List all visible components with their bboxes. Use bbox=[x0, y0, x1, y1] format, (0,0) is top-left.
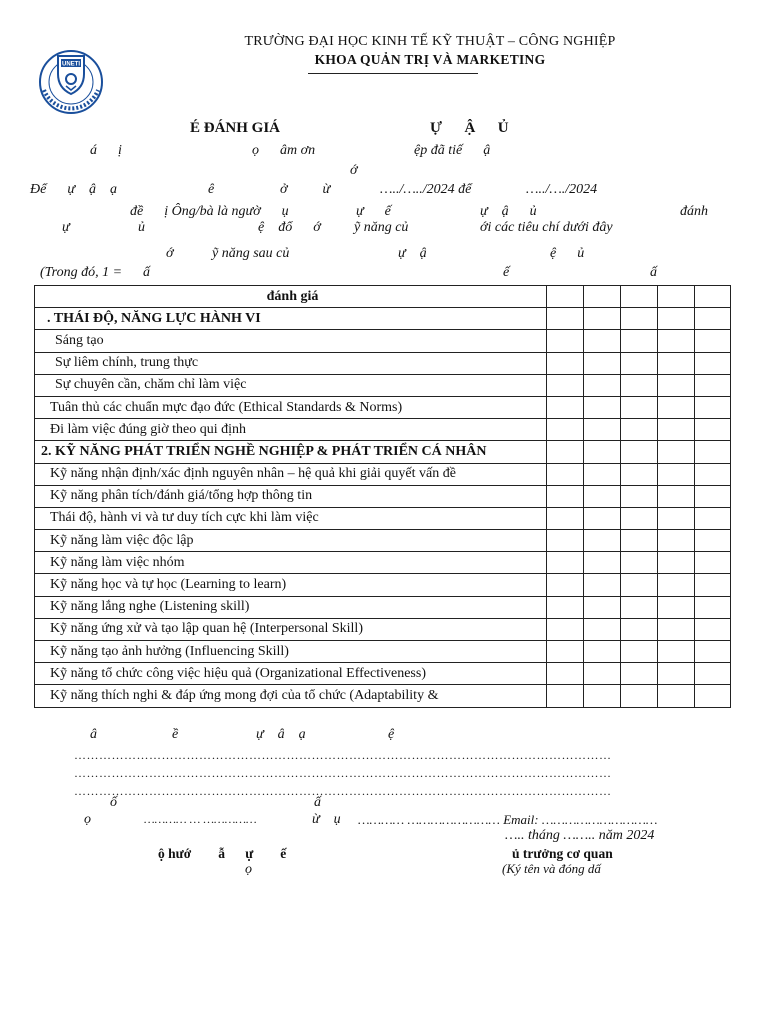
score-cell[interactable] bbox=[584, 330, 621, 352]
score-cell[interactable] bbox=[584, 463, 621, 485]
score-cell[interactable] bbox=[621, 352, 658, 374]
criteria-label: Kỹ năng tạo ảnh hưởng (Influencing Skill) bbox=[35, 641, 547, 663]
score-cell[interactable] bbox=[658, 530, 695, 552]
header-divider bbox=[308, 73, 478, 74]
criteria-label: Kỹ năng học và tự học (Learning to learn) bbox=[35, 574, 547, 596]
score-cell[interactable] bbox=[658, 463, 695, 485]
school-name: TRƯỜNG ĐẠI HỌC KINH TẾ KỸ THUẬT – CÔNG NGHIỆP bbox=[244, 34, 616, 49]
comment-line[interactable]: ………………………………………………………………………………………………………………… bbox=[74, 766, 612, 780]
criteria-row bbox=[35, 596, 731, 618]
score-cell[interactable] bbox=[621, 419, 658, 441]
para2-b: ủ bbox=[138, 220, 145, 235]
criteria-label: Sáng tạo bbox=[35, 330, 547, 352]
contact-label-b: ấ bbox=[314, 795, 321, 810]
contact-label-a: ố bbox=[110, 795, 117, 810]
comment-label-a: â bbox=[90, 727, 97, 742]
score-cell[interactable] bbox=[584, 374, 621, 396]
criteria-label: Kỹ năng tổ chức công việc hiệu quả (Organizational Effectiveness) bbox=[35, 663, 547, 685]
score-cell[interactable] bbox=[584, 663, 621, 685]
score-header-cell bbox=[584, 286, 621, 308]
score-cell[interactable] bbox=[658, 641, 695, 663]
score-cell[interactable] bbox=[695, 574, 731, 596]
guide-signature-label: ộ hướ ẫ ự ế bbox=[158, 846, 287, 861]
section-row bbox=[35, 308, 731, 330]
score-cell[interactable] bbox=[547, 663, 584, 685]
score-cell[interactable] bbox=[584, 352, 621, 374]
criteria-label: Kỹ năng ứng xử và tạo lập quan hệ (Interpersonal Skill) bbox=[35, 618, 547, 640]
comment-label-d: ệ bbox=[388, 727, 395, 742]
score-cell[interactable] bbox=[695, 352, 731, 374]
score-cell[interactable] bbox=[547, 330, 584, 352]
intro-line1-b: ọ âm ơn bbox=[252, 143, 316, 158]
score-cell[interactable] bbox=[584, 685, 621, 707]
para1-a: đề ị Ông/bà là ngườ ụ bbox=[130, 204, 289, 219]
form-title-end: Ự Ậ Ủ bbox=[430, 120, 509, 136]
score-cell[interactable] bbox=[695, 641, 731, 663]
section-title: 2. KỸ NĂNG PHÁT TRIỂN NGHỀ NGHIỆP & PHÁT TRIỂN CÁ NHÂN bbox=[35, 441, 547, 463]
score-cell[interactable] bbox=[547, 618, 584, 640]
score-cell[interactable] bbox=[621, 308, 658, 330]
score-cell[interactable] bbox=[658, 485, 695, 507]
score-cell[interactable] bbox=[658, 574, 695, 596]
faculty-name: KHOA QUẢN TRỊ VÀ MARKETING bbox=[314, 52, 546, 67]
score-cell[interactable] bbox=[695, 530, 731, 552]
score-cell[interactable] bbox=[584, 507, 621, 529]
score-cell[interactable] bbox=[547, 641, 584, 663]
score-cell[interactable] bbox=[547, 463, 584, 485]
para3-c: ự ậ bbox=[398, 246, 427, 261]
score-cell[interactable] bbox=[695, 374, 731, 396]
comment-line[interactable]: ………………………………………………………………………………………………………………… bbox=[74, 784, 612, 798]
score-cell[interactable] bbox=[621, 441, 658, 463]
score-cell[interactable] bbox=[658, 618, 695, 640]
score-cell[interactable] bbox=[621, 330, 658, 352]
score-cell[interactable] bbox=[695, 330, 731, 352]
criteria-row bbox=[35, 463, 731, 485]
score-header-cell bbox=[547, 286, 584, 308]
score-cell[interactable] bbox=[547, 352, 584, 374]
score-cell[interactable] bbox=[658, 396, 695, 418]
scale-note-b: ế bbox=[503, 265, 510, 280]
score-cell[interactable] bbox=[695, 463, 731, 485]
criteria-label: Thái độ, hành vi và tư duy tích cực khi làm việc bbox=[35, 507, 547, 529]
evaluation-table-body bbox=[35, 286, 731, 708]
score-cell[interactable] bbox=[621, 552, 658, 574]
period-line-b: ê bbox=[208, 182, 215, 197]
score-cell[interactable] bbox=[584, 308, 621, 330]
score-cell[interactable] bbox=[658, 374, 695, 396]
criteria-label: Sự chuyên cần, chăm chỉ làm việc bbox=[35, 374, 547, 396]
table-header-row bbox=[35, 286, 731, 308]
head-signature-label: ủ trưởng cơ quan bbox=[512, 846, 613, 861]
score-cell[interactable] bbox=[695, 396, 731, 418]
score-cell[interactable] bbox=[621, 685, 658, 707]
contact-label-e: ừ ụ bbox=[312, 812, 341, 827]
criteria-row bbox=[35, 663, 731, 685]
score-cell[interactable] bbox=[547, 374, 584, 396]
criteria-row bbox=[35, 574, 731, 596]
score-cell[interactable] bbox=[547, 441, 584, 463]
criteria-label: Đi làm việc đúng giờ theo qui định bbox=[35, 419, 547, 441]
criteria-label: Kỹ năng phân tích/đánh giá/tổng hợp thông tin bbox=[35, 485, 547, 507]
score-header-cell bbox=[621, 286, 658, 308]
contact-label-c: ọ bbox=[84, 812, 91, 827]
scale-note-a: (Trong đó, 1 = ấ bbox=[40, 265, 151, 280]
svg-text:UNETI: UNETI bbox=[62, 61, 80, 68]
score-cell[interactable] bbox=[621, 507, 658, 529]
para3-b: ỹ năng sau củ bbox=[212, 246, 290, 261]
para2-a: ự bbox=[62, 220, 70, 235]
score-cell[interactable] bbox=[695, 485, 731, 507]
score-cell[interactable] bbox=[658, 330, 695, 352]
criteria-row bbox=[35, 507, 731, 529]
score-cell[interactable] bbox=[584, 441, 621, 463]
form-title: É ĐÁNH GIÁ bbox=[190, 120, 281, 136]
scale-note-c: ấ bbox=[650, 265, 657, 280]
score-cell[interactable] bbox=[695, 308, 731, 330]
score-cell[interactable] bbox=[658, 596, 695, 618]
criteria-row bbox=[35, 618, 731, 640]
score-cell[interactable] bbox=[621, 574, 658, 596]
score-cell[interactable] bbox=[658, 419, 695, 441]
score-cell[interactable] bbox=[695, 685, 731, 707]
score-cell[interactable] bbox=[695, 552, 731, 574]
criteria-row bbox=[35, 552, 731, 574]
para3-d: ệ ủ bbox=[550, 246, 585, 261]
score-cell[interactable] bbox=[658, 663, 695, 685]
score-cell[interactable] bbox=[621, 374, 658, 396]
date-line[interactable]: ….. tháng …….. năm 2024 bbox=[505, 828, 655, 843]
guide-signature-sub: ọ bbox=[245, 862, 252, 877]
score-cell[interactable] bbox=[695, 618, 731, 640]
criteria-label: Kỹ năng nhận định/xác định nguyên nhân – hệ quả khi giải quyết vấn đề bbox=[35, 463, 547, 485]
score-cell[interactable] bbox=[658, 685, 695, 707]
period-line-a: Để ự ậ ạ bbox=[30, 182, 117, 197]
period-line-c: ở ừ bbox=[280, 182, 331, 197]
criteria-label: Tuân thủ các chuẩn mực đạo đức (Ethical Standards & Norms) bbox=[35, 396, 547, 418]
period-start-date[interactable]: …../…../2024 để bbox=[380, 182, 472, 197]
criteria-row bbox=[35, 396, 731, 418]
score-cell[interactable] bbox=[695, 441, 731, 463]
para1-b: ự ế bbox=[356, 204, 391, 219]
criteria-row bbox=[35, 352, 731, 374]
criteria-header: đánh giá bbox=[35, 286, 547, 308]
score-cell[interactable] bbox=[621, 596, 658, 618]
score-cell[interactable] bbox=[658, 308, 695, 330]
criteria-label: Sự liêm chính, trung thực bbox=[35, 352, 547, 374]
score-cell[interactable] bbox=[547, 308, 584, 330]
score-cell[interactable] bbox=[658, 552, 695, 574]
criteria-row bbox=[35, 530, 731, 552]
score-cell[interactable] bbox=[621, 641, 658, 663]
score-cell[interactable] bbox=[584, 552, 621, 574]
score-cell[interactable] bbox=[547, 685, 584, 707]
score-cell[interactable] bbox=[695, 507, 731, 529]
score-cell[interactable] bbox=[547, 396, 584, 418]
score-cell[interactable] bbox=[547, 507, 584, 529]
comment-label-b: ề bbox=[172, 727, 179, 742]
score-cell[interactable] bbox=[584, 530, 621, 552]
criteria-row bbox=[35, 685, 731, 707]
score-cell[interactable] bbox=[621, 485, 658, 507]
score-cell[interactable] bbox=[584, 574, 621, 596]
score-cell[interactable] bbox=[584, 396, 621, 418]
head-signature-sub: (Ký tên và đóng dấ bbox=[502, 861, 601, 876]
score-cell[interactable] bbox=[584, 485, 621, 507]
email-field[interactable]: ………… …………………… Email: ………………………… bbox=[358, 812, 658, 827]
para2-d: ỹ năng củ bbox=[354, 220, 409, 235]
score-cell[interactable] bbox=[621, 663, 658, 685]
intro-line2: ớ bbox=[350, 163, 358, 178]
period-end-date[interactable]: …../…./2024 bbox=[526, 182, 598, 197]
criteria-row bbox=[35, 330, 731, 352]
score-cell[interactable] bbox=[584, 596, 621, 618]
para2-e: ới các tiêu chí dưới đây bbox=[480, 220, 613, 235]
para2-c: ệ đổ ớ bbox=[258, 220, 321, 235]
score-header-cell bbox=[658, 286, 695, 308]
evaluation-table bbox=[34, 285, 731, 708]
score-cell[interactable] bbox=[658, 352, 695, 374]
score-cell[interactable] bbox=[695, 596, 731, 618]
score-cell[interactable] bbox=[658, 507, 695, 529]
section-title: . THÁI ĐỘ, NĂNG LỰC HÀNH VI bbox=[35, 308, 547, 330]
para1-d: đánh bbox=[680, 204, 708, 219]
score-cell[interactable] bbox=[695, 663, 731, 685]
intro-line1-a: á ị bbox=[90, 143, 122, 158]
score-cell[interactable] bbox=[547, 419, 584, 441]
university-logo bbox=[36, 44, 106, 116]
score-cell[interactable] bbox=[695, 419, 731, 441]
score-cell[interactable] bbox=[621, 618, 658, 640]
score-cell[interactable] bbox=[547, 530, 584, 552]
score-header-cell bbox=[695, 286, 731, 308]
criteria-row bbox=[35, 419, 731, 441]
intro-line1-c: ệp đã tiế ậ bbox=[414, 143, 491, 158]
comment-line[interactable]: ………………………………………………………………………………………………………………… bbox=[74, 748, 612, 762]
score-cell[interactable] bbox=[584, 618, 621, 640]
criteria-row bbox=[35, 485, 731, 507]
score-cell[interactable] bbox=[621, 396, 658, 418]
para3-a: ớ bbox=[166, 246, 174, 261]
score-cell[interactable] bbox=[547, 552, 584, 574]
score-cell[interactable] bbox=[658, 441, 695, 463]
score-cell[interactable] bbox=[547, 574, 584, 596]
contact-name-field[interactable]: ………… … …………… bbox=[144, 812, 257, 826]
section-row bbox=[35, 441, 731, 463]
criteria-row bbox=[35, 374, 731, 396]
score-cell[interactable] bbox=[621, 530, 658, 552]
score-cell[interactable] bbox=[547, 485, 584, 507]
comment-label-c: ự â ạ bbox=[256, 727, 306, 742]
criteria-label: Kỹ năng làm việc độc lập bbox=[35, 530, 547, 552]
para1-c: ự ậ ủ bbox=[480, 204, 537, 219]
score-cell[interactable] bbox=[584, 641, 621, 663]
criteria-label: Kỹ năng thích nghi & đáp ứng mong đợi của tổ chức (Adaptability & bbox=[35, 685, 547, 707]
score-cell[interactable] bbox=[621, 463, 658, 485]
score-cell[interactable] bbox=[547, 596, 584, 618]
score-cell[interactable] bbox=[584, 419, 621, 441]
criteria-row bbox=[35, 641, 731, 663]
criteria-label: Kỹ năng lắng nghe (Listening skill) bbox=[35, 596, 547, 618]
criteria-label: Kỹ năng làm việc nhóm bbox=[35, 552, 547, 574]
